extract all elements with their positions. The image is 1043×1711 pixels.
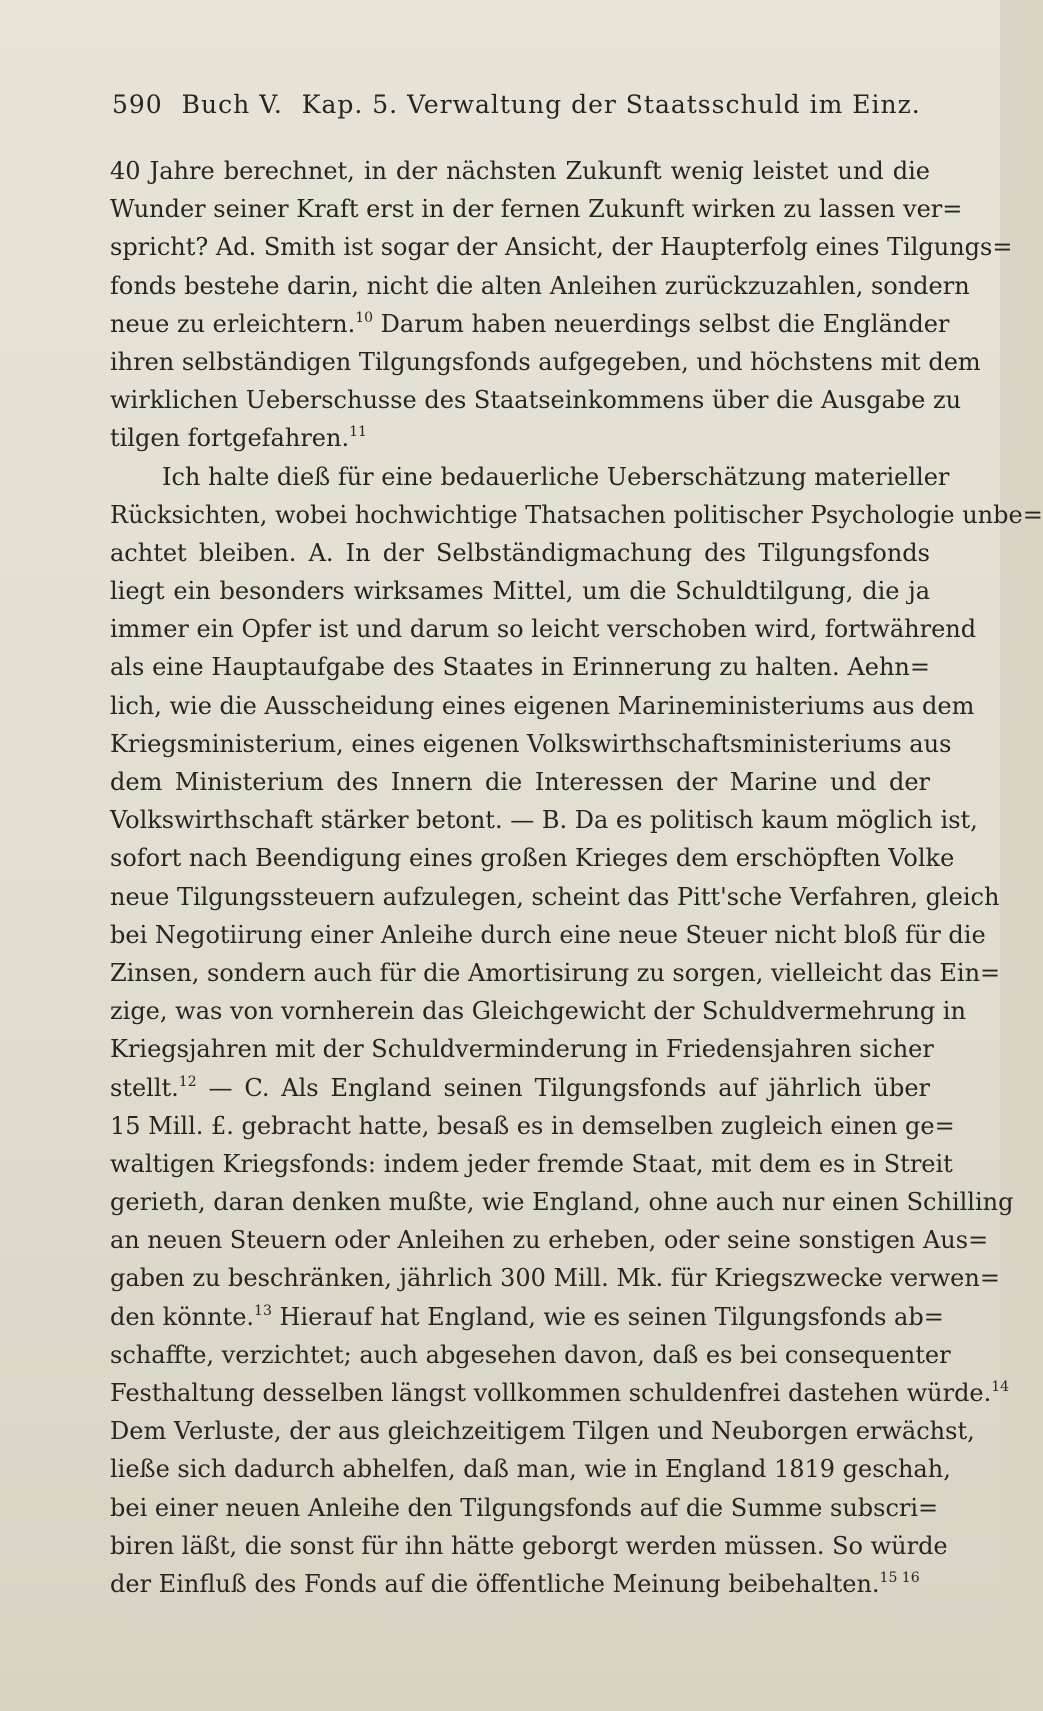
text-line: Wunder seiner Kraft erst in der fernen Zukunft wirken zu lassen ver=	[110, 195, 963, 224]
text-line: schaffte, verzichtet; auch abgesehen davon, daß es bei consequenter	[110, 1340, 951, 1369]
text-line: biren läßt, die sonst für ihn hätte geborgt werden müssen. So würde	[110, 1531, 948, 1560]
text-line: an neuen Steuern oder Anleihen zu erheben, oder seine sonstigen Aus=	[110, 1226, 989, 1255]
text-line: fonds bestehe darin, nicht die alten Anleihen zurückzuzahlen, sondern	[110, 271, 970, 300]
text-line: Kriegsjahren mit der Schuldverminderung in Friedensjahren sicher	[110, 1035, 934, 1064]
text-line: liegt ein besonders wirksames Mittel, um die Schuldtilgung, die ja	[110, 577, 930, 606]
footnote-marker[interactable]: 13	[254, 1302, 272, 1319]
text-line: 40 Jahre berechnet, in der nächsten Zukunft wenig leistet und die	[110, 157, 930, 185]
running-title: Verwaltung der Staatsschuld im Einz.	[407, 90, 921, 119]
footnote-marker[interactable]: 11	[349, 424, 367, 441]
footnote-marker[interactable]: 15 16	[879, 1569, 920, 1586]
text-line: Zinsen, sondern auch für die Amortisirung zu sorgen, vielleicht das Ein=	[110, 958, 1001, 987]
page-number: 590	[112, 90, 163, 119]
body-text	[110, 152, 1043, 1603]
footnote-marker[interactable]: 14	[991, 1379, 1010, 1395]
text-line: lich, wie die Ausscheidung eines eigenen Marineministeriums aus dem	[110, 691, 975, 720]
footnote-marker[interactable]: 12	[178, 1073, 197, 1090]
text-line: neue zu erleichtern.$^{10}$ Darum haben neuerdings selbst die Engländer	[110, 309, 950, 338]
text-line: Rücksichten, wobei hochwichtige Thatsachen politischer Psychologie unbe=	[110, 500, 1043, 529]
paragraph	[110, 152, 1013, 458]
text-line: stellt.$^{12}$ — C. Als England seinen Tilgungsfonds auf jährlich über	[110, 1073, 930, 1102]
text-line: bei einer neuen Anleihe den Tilgungsfonds auf die Summe subscri=	[110, 1493, 939, 1522]
text-line: spricht? Ad. Smith ist sogar der Ansicht, der Haupterfolg eines Tilgungs=	[110, 233, 1013, 262]
text-line: Kriegsministerium, eines eigenen Volkswirthschaftsministeriums aus	[110, 729, 952, 758]
text-line: Festhaltung desselben längst vollkommen schuldenfrei dastehen würde.$^{14}$	[110, 1379, 1010, 1407]
text-line: waltigen Kriegsfonds: indem jeder fremde Staat, mit dem es in Streit	[110, 1149, 953, 1178]
running-head	[112, 90, 921, 119]
text-line: immer ein Opfer ist und darum so leicht verschoben wird, fortwährend	[110, 615, 977, 644]
text-line: neue Tilgungssteuern aufzulegen, scheint das Pitt'sche Verfahren, gleich	[110, 882, 1000, 911]
text-line: gerieth, daran denken mußte, wie England, ohne auch nur einen Schilling	[110, 1188, 1014, 1217]
text-line: den könnte.$^{13}$ Hierauf hat England, wie es seinen Tilgungsfonds ab=	[110, 1302, 944, 1331]
book-label: Buch V.	[181, 90, 283, 119]
text-line: 15 Mill. £. gebracht hatte, besaß es in demselben zugleich einen ge=	[110, 1111, 955, 1140]
footnote-marker[interactable]: 10	[355, 309, 374, 326]
text-line: Ich halte dieß für eine bedauerliche Ueberschätzung materieller	[162, 462, 950, 491]
text-line: der Einfluß des Fonds auf die öffentliche Meinung beibehalten.$^{15 16}$	[110, 1569, 920, 1598]
paragraph	[110, 458, 1043, 1604]
text-line: gaben zu beschränken, jährlich 300 Mill. Mk. für Kriegszwecke verwen=	[110, 1264, 1000, 1293]
text-line: ihren selbständigen Tilgungsfonds aufgegeben, und höchstens mit dem	[110, 347, 981, 376]
text-line: ließe sich dadurch abhelfen, daß man, wie in England 1819 geschah,	[110, 1455, 951, 1484]
text-line: achtet bleiben. A. In der Selbständigmachung des Tilgungsfonds	[110, 538, 930, 567]
chapter-label: Kap. 5.	[301, 90, 399, 119]
text-line: Volkswirthschaft stärker betont. — B. Da es politisch kaum möglich ist,	[110, 806, 978, 835]
text-line: als eine Hauptaufgabe des Staates in Erinnerung zu halten. Aehn=	[110, 653, 930, 682]
text-line: Dem Verluste, der aus gleichzeitigem Tilgen und Neuborgen erwächst,	[110, 1417, 975, 1446]
text-line: bei Negotiirung einer Anleihe durch eine neue Steuer nicht bloß für die	[110, 920, 986, 949]
text-line: zige, was von vornherein das Gleichgewicht der Schuldvermehrung in	[110, 997, 966, 1026]
text-line: wirklichen Ueberschusse des Staatseinkommens über die Ausgabe zu	[110, 386, 962, 415]
text-line: sofort nach Beendigung eines großen Krieges dem erschöpften Volke	[110, 844, 955, 873]
text-line: tilgen fortgefahren.$^{11}$	[110, 424, 367, 453]
text-line: dem Ministerium des Innern die Interessen der Marine und der	[110, 768, 930, 796]
